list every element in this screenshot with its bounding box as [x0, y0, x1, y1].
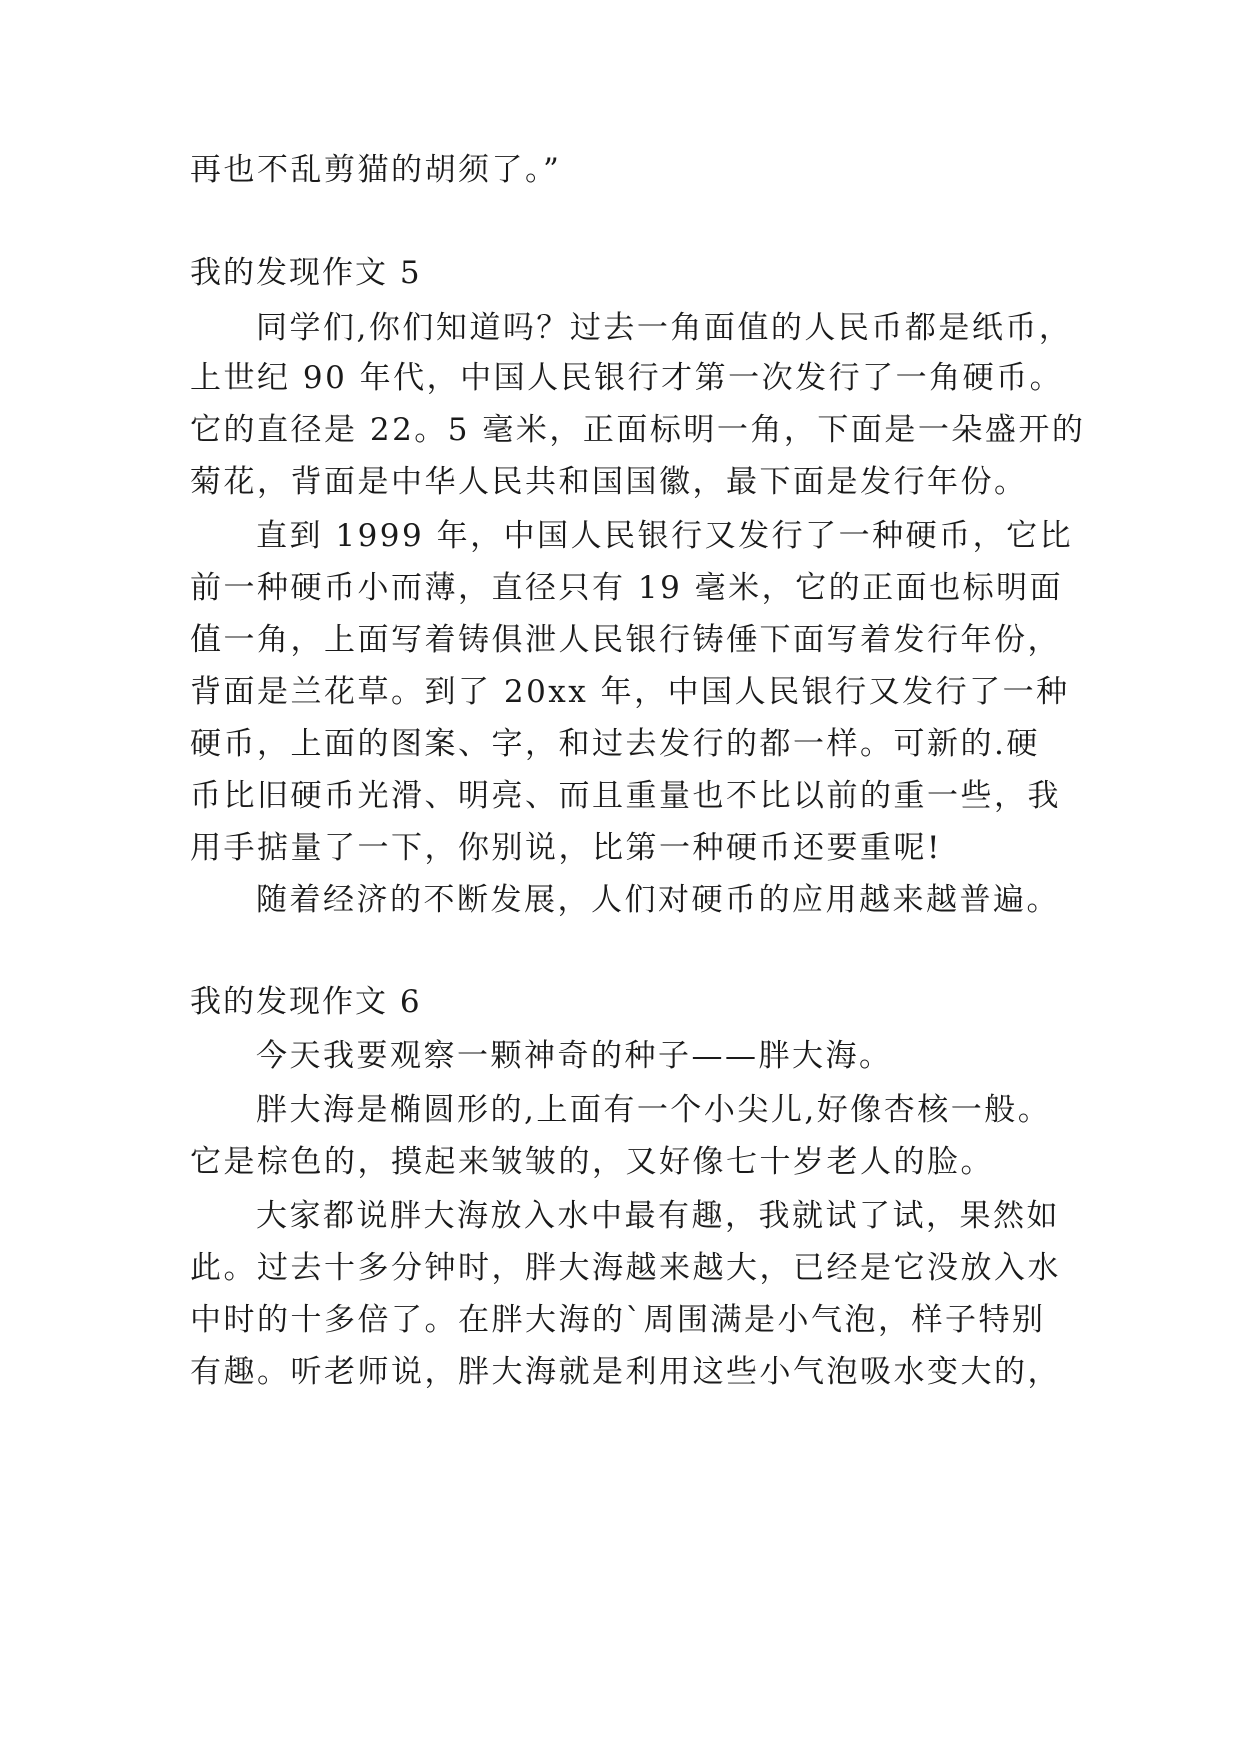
text-line: 它的直径是 22。5 毫米，正面标明一角，下面是一朵盛开的: [190, 412, 1086, 448]
section-heading-5: 我的发现作文 5: [190, 255, 422, 291]
text-line: 上世纪 90 年代，中国人民银行才第一次发行了一角硬币。: [190, 360, 1064, 396]
text-line: 硬币，上面的图案、字，和过去发行的都一样。可新的.硬: [190, 726, 1040, 762]
text-line: 今天我要观察一颗神奇的种子——胖大海。: [256, 1038, 893, 1074]
text-line: 有趣。听老师说，胖大海就是利用这些小气泡吸水变大的，: [190, 1354, 1061, 1390]
text-line: 用手掂量了一下，你别说，比第一种硬币还要重呢!: [190, 830, 942, 866]
text-line: 同学们,你们知道吗？过去一角面值的人民币都是纸币，: [256, 310, 1073, 346]
text-line: 此。过去十多分钟时，胖大海越来越大，已经是它没放入水: [190, 1250, 1061, 1286]
paragraph-ending-line: 再也不乱剪猫的胡须了。”: [190, 152, 562, 188]
text-line: 大家都说胖大海放入水中最有趣，我就试了试，果然如: [256, 1198, 1060, 1234]
text-line: 胖大海是椭圆形的,上面有一个小尖儿,好像杏核一般。: [256, 1092, 1052, 1128]
text-line: 菊花，背面是中华人民共和国国徽，最下面是发行年份。: [190, 464, 1028, 500]
text-line: 随着经济的不断发展，人们对硬币的应用越来越普遍。: [256, 882, 1060, 918]
text-line: 值一角，上面写着铸俱泄人民银行铸倕下面写着发行年份，: [190, 622, 1061, 658]
text-line: 中时的十多倍了。在胖大海的`周围满是小气泡，样子特别: [190, 1302, 1046, 1338]
section-heading-6: 我的发现作文 6: [190, 984, 422, 1020]
text-line: 币比旧硬币光滑、明亮、而且重量也不比以前的重一些，我: [190, 778, 1061, 814]
text-line: 直到 1999 年，中国人民银行又发行了一种硬币，它比: [256, 518, 1074, 554]
text-line: 背面是兰花草。到了 20xx 年，中国人民银行又发行了一种: [190, 674, 1070, 710]
text-line: 它是棕色的，摸起来皱皱的，又好像七十岁老人的脸。: [190, 1144, 994, 1180]
text-line: 前一种硬币小而薄，直径只有 19 毫米，它的正面也标明面: [190, 570, 1064, 606]
